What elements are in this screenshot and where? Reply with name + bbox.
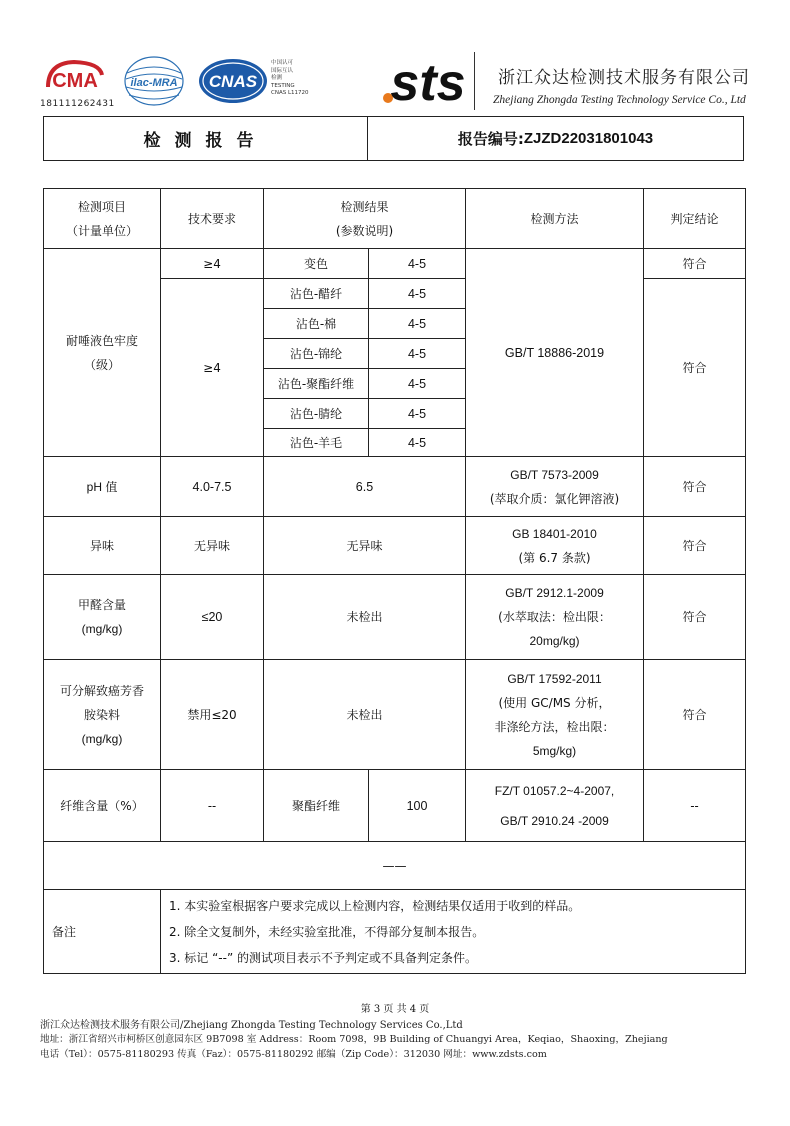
fiber-method: FZ/T 01057.2~4-2007, GB/T 2910.24 -2009	[466, 770, 644, 842]
note-line: 3. 标记 “--” 的测试项目表示不予判定或不具备判定条件。	[169, 950, 477, 965]
ph-requirement: 4.0-7.5	[161, 457, 264, 517]
sts-logo	[382, 48, 470, 116]
saliva-label: 沾色-棉	[264, 309, 369, 339]
table-row	[44, 249, 746, 279]
svg-text:CNAS: CNAS	[208, 72, 258, 91]
company-name-en: Zhejiang Zhongda Testing Technology Service Co., Ltd	[493, 94, 746, 106]
saliva-method: GB/T 18886-2019	[466, 249, 644, 457]
fiber-requirement: --	[161, 770, 264, 842]
saliva-value: 4-5	[369, 369, 466, 399]
fiber-conclusion: --	[644, 770, 746, 842]
ph-item: pH 值	[44, 457, 161, 517]
odor-requirement: 无异味	[161, 517, 264, 575]
header-divider	[474, 52, 475, 110]
header-requirement: 技术要求	[161, 189, 264, 249]
formaldehyde-method: GB/T 2912.1-2009 (水萃取法：检出限： 20mg/kg)	[466, 575, 644, 660]
formaldehyde-conclusion: 符合	[644, 575, 746, 660]
notes-content	[161, 890, 746, 974]
formaldehyde-item: 甲醛含量 (mg/kg)	[44, 575, 161, 660]
report-title: 检测报告	[44, 117, 368, 160]
saliva-value: 4-5	[369, 429, 466, 457]
cnas-caption: 中国认可 国际互认 检测 TESTING CNAS L11720	[271, 60, 309, 96]
saliva-label: 变色	[264, 249, 369, 279]
svg-text:sts: sts	[390, 54, 466, 112]
azo-requirement: 禁用≤20	[161, 660, 264, 770]
table-row	[44, 517, 746, 575]
footer-company: 浙江众达检测技术服务有限公司/Zhejiang Zhongda Testing Technology Services Co.,Ltd	[40, 1020, 463, 1031]
header-method: 检测方法	[466, 189, 644, 249]
cma-code: 181111262431	[40, 99, 115, 109]
notes-row	[44, 890, 746, 974]
azo-conclusion: 符合	[644, 660, 746, 770]
table-row	[44, 457, 746, 517]
svg-text:CMA: CMA	[52, 70, 98, 92]
header-conclusion: 判定结论	[644, 189, 746, 249]
formaldehyde-requirement: ≤20	[161, 575, 264, 660]
fiber-result-value: 100	[369, 770, 466, 842]
report-number	[368, 117, 743, 160]
ilac-mra-logo	[123, 55, 185, 111]
saliva-value: 4-5	[369, 399, 466, 429]
company-name-cn: 浙江众达检测技术服务有限公司	[498, 68, 750, 88]
cnas-logo	[197, 57, 269, 109]
notes-label: 备注	[44, 890, 161, 974]
ph-conclusion: 符合	[644, 457, 746, 517]
azo-item: 可分解致癌芳香 胺染料 (mg/kg)	[44, 660, 161, 770]
report-number-label: 报告编号:	[457, 130, 524, 148]
odor-result: 无异味	[264, 517, 466, 575]
saliva-label: 沾色-腈纶	[264, 399, 369, 429]
saliva-req-change: ≥4	[161, 249, 264, 279]
azo-result: 未检出	[264, 660, 466, 770]
table-header-row	[44, 189, 746, 249]
ph-result: 6.5	[264, 457, 466, 517]
fiber-item: 纤维含量（%）	[44, 770, 161, 842]
ph-method: GB/T 7573-2009 (萃取介质：氯化钾溶液)	[466, 457, 644, 517]
saliva-value: 4-5	[369, 339, 466, 369]
saliva-conclusion-stain: 符合	[644, 279, 746, 457]
saliva-label: 沾色-羊毛	[264, 429, 369, 457]
saliva-label: 沾色-锦纶	[264, 339, 369, 369]
saliva-item: 耐唾液色牢度 （级）	[44, 249, 161, 457]
footer-contact: 电话（Tel）：0575-81180293 传真（Faz）：0575-81180292 邮编（Zip Code）：312030 网址：www.zdsts.com	[40, 1049, 547, 1060]
results-table	[43, 188, 746, 974]
page-number: 第 3 页 共 4 页	[360, 1004, 430, 1015]
note-line: 1. 本实验室根据客户要求完成以上检测内容，检测结果仅适用于收到的样品。	[169, 898, 581, 913]
saliva-req-stain: ≥4	[161, 279, 264, 457]
formaldehyde-result: 未检出	[264, 575, 466, 660]
odor-item: 异味	[44, 517, 161, 575]
report-number-value: ZJZD22031801043	[523, 130, 654, 147]
table-row	[44, 575, 746, 660]
table-row	[44, 770, 746, 842]
azo-method: GB/T 17592-2011 (使用 GC/MS 分析， 非涤纶方法，检出限： 5mg/kg)	[466, 660, 644, 770]
saliva-label: 沾色-聚酯纤维	[264, 369, 369, 399]
saliva-conclusion-change: 符合	[644, 249, 746, 279]
saliva-label: 沾色-醋纤	[264, 279, 369, 309]
note-line: 2. 除全文复制外，未经实验室批准，不得部分复制本报告。	[169, 924, 485, 939]
report-title-bar	[43, 116, 744, 161]
saliva-value: 4-5	[369, 249, 466, 279]
odor-method: GB 18401-2010 (第 6.7 条款)	[466, 517, 644, 575]
fiber-result-label: 聚酯纤维	[264, 770, 369, 842]
odor-conclusion: 符合	[644, 517, 746, 575]
blank-row	[44, 842, 746, 890]
saliva-value: 4-5	[369, 309, 466, 339]
footer-address: 地址：浙江省绍兴市柯桥区创意园东区 9B7098 室 Address：Room 7098，9B Building of Chuangyi Area，Keqiao，Shaoxing，Zhejiang	[40, 1034, 668, 1045]
saliva-value: 4-5	[369, 279, 466, 309]
header-result: 检测结果 (参数说明)	[264, 189, 466, 249]
table-row	[44, 660, 746, 770]
cma-logo	[44, 57, 106, 97]
header-item: 检测项目 （计量单位）	[44, 189, 161, 249]
svg-text:ilac-MRA: ilac-MRA	[130, 77, 178, 89]
blank-mark: ——	[44, 842, 746, 890]
